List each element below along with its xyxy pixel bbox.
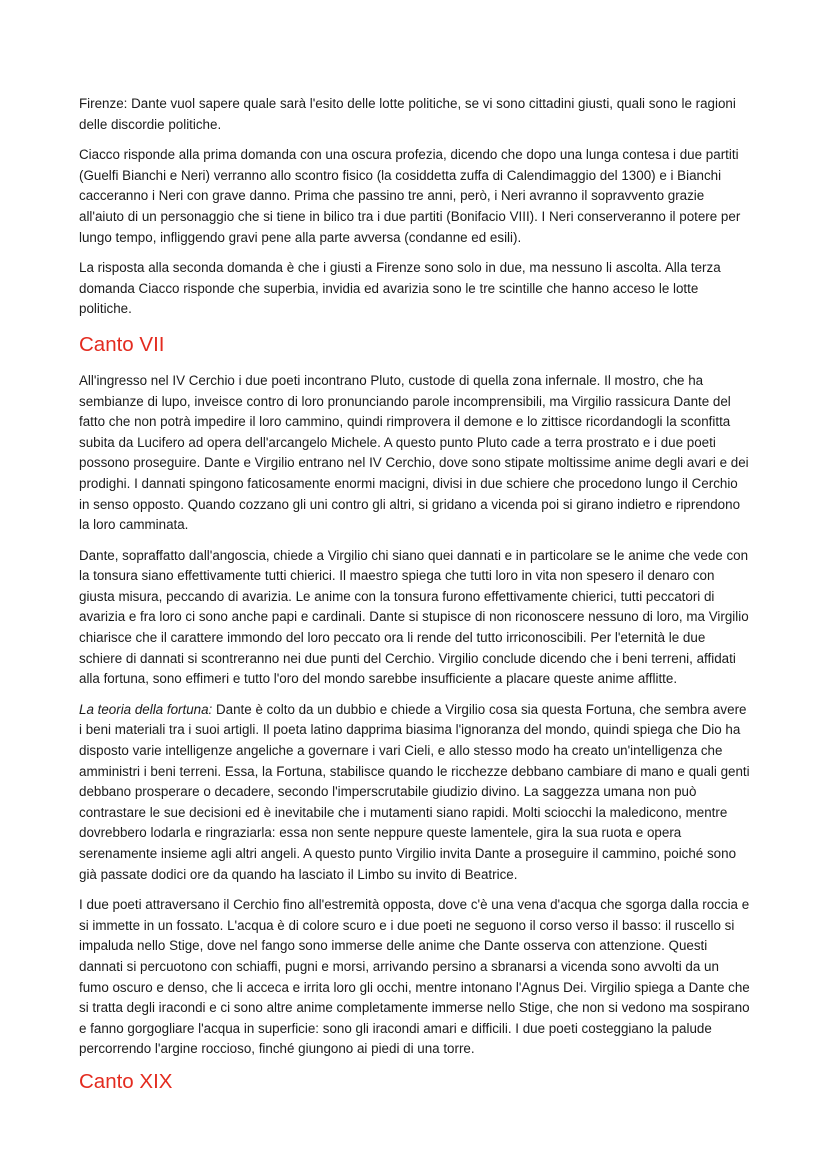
heading-canto-xix: Canto XIX (79, 1069, 173, 1093)
document-page (79, 94, 751, 1108)
teoria-fortuna-body: Dante è colto da un dubbio e chiede a Virgilio cosa sia questa Fortuna, che sembra avere i beni materiali tra i suoi artigli. Il poeta latino dapprima biasima l'ignoranza del mondo, quindi spiega che Dio ha disposto varie intelligenze angeliche a governare i vari Cieli, e allo stesso modo ha creato un'intelligenza che amministri i beni terreni. Essa, la Fortuna, stabilisce quando le ricchezze debbano cambiare di mano e quali genti debbano prosperare o decadere, secondo l'imperscrutabile giudizio divino. La saggezza umana non può contrastare le sue decisioni ed è inevitabile che i mutamenti siano rapidi. Molti sciocchi la maledicono, mentre dovrebbero lodarla e ringraziarla: essa non sente neppure queste lamentele, gira la sua ruota e opera serenamente insieme agli altri angeli. A questo punto Virgilio invita Dante a proseguire il cammino, poiché sono già passate dodici ore da quando ha lasciato il Limbo su invito di Beatrice. (79, 701, 750, 882)
paragraph-ciacco-profezia: Ciacco risponde alla prima domanda con una oscura profezia, dicendo che dopo una lunga contesa i due partiti (Guelfi Bianchi e Neri) verranno allo scontro fisico (la cosiddetta zuffa di Calendimaggio del 1300) e i Bianchi cacceranno i Neri con grave danno. Prima che passino tre anni, però, i Neri avranno il sopravvento grazie all'aiuto di un personaggio che si tiene in bilico tra i due partiti (Bonifacio VIII). I Neri conserveranno il potere per lungo tempo, infliggendo gravi pene alla parte avversa (condanne ed esili). (79, 147, 741, 245)
paragraph-risposta-seconda: La risposta alla seconda domanda è che i giusti a Firenze sono solo in due, ma nessuno li ascolta. Alla terza domanda Ciacco risponde che superbia, invidia ed avarizia sono le tre scintille che hanno acceso le lotte politiche. (79, 260, 721, 317)
paragraph-pluto: All'ingresso nel IV Cerchio i due poeti incontrano Pluto, custode di quella zona infernale. Il mostro, che ha sembianze di lupo, inveisce contro di loro pronunciando parole incomprensibili, ma Virgilio rassicura Dante del fatto che non potrà impedire il loro cammino, quindi rimprovera il demone e lo zittisce ricordandogli la sconfitta subita da Lucifero ad opera dell'arcangelo Michele. A questo punto Pluto cade a terra prostrato e i due poeti possono proseguire. Dante e Virgilio entrano nel IV Cerchio, dove sono stipate moltissime anime degli avari e dei prodighi. I dannati spingono faticosamente enormi macigni, divisi in due schiere che procedono lungo il Cerchio in senso opposto. Quando cozzano gli uni contro gli altri, si gridano a vicenda poi si girano indietro e riprendono la loro camminata. (79, 372, 749, 533)
teoria-fortuna-lead: La teoria della fortuna: (79, 701, 213, 717)
heading-canto-vii: Canto VII (79, 332, 165, 356)
paragraph-stige: I due poeti attraversano il Cerchio fino all'estremità opposta, dove c'è una vena d'acqua che sgorga dalla roccia e si immette in un fossato. L'acqua è di colore scuro e i due poeti ne seguono il corso verso il basso: il ruscello si impaluda nello Stige, dove nel fango sono immerse delle anime che Dante osserva con attenzione. Questi dannati si percuotono con schiaffi, pugni e morsi, arrivando persino a sbranarsi a vicenda sono avvolti da un fumo oscuro e denso, che li acceca e irrita loro gli occhi, mentre intonano l'Agnus Dei. Virgilio spiega a Dante che si tratta degli iracondi e ci sono altre anime completamente immerse nello Stige, che non si vedono ma sospirano e fanno gorgogliare l'acqua in superficie: sono gli iracondi amari e difficili. I due poeti costeggiano la palude percorrendo l'argine roccioso, finché giungono ai piedi di una torre. (79, 897, 750, 1057)
paragraph-avari-prodighi: Dante, sopraffatto dall'angoscia, chiede a Virgilio chi siano quei dannati e in particolare se le anime che vede con la tonsura siano effettivamente tutti chierici. Il maestro spiega che tutti loro in vita non spesero il denaro con giusta misura, peccando di avarizia. Le anime con la tonsura furono effettivamente chierici, tutti peccatori di avarizia e fra loro ci sono anche papi e cardinali. Dante si stupisce di non riconoscere nessuno di loro, ma Virgilio chiarisce che il carattere immondo del loro peccato ora li rende del tutto irriconoscibili. Per l'eternità le due schiere di dannati si scontreranno nei due punti del Cerchio. Virgilio conclude dicendo che i beni terreni, affidati alla fortuna, sono effimeri e tutto l'oro del mondo sarebbe insufficiente a placare queste anime afflitte. (79, 547, 749, 687)
paragraph-teoria-fortuna (79, 700, 751, 885)
paragraph-firenze: Firenze: Dante vuol sapere quale sarà l'esito delle lotte politiche, se vi sono cittadini giusti, quali sono le ragioni delle discordie politiche. (79, 96, 736, 132)
